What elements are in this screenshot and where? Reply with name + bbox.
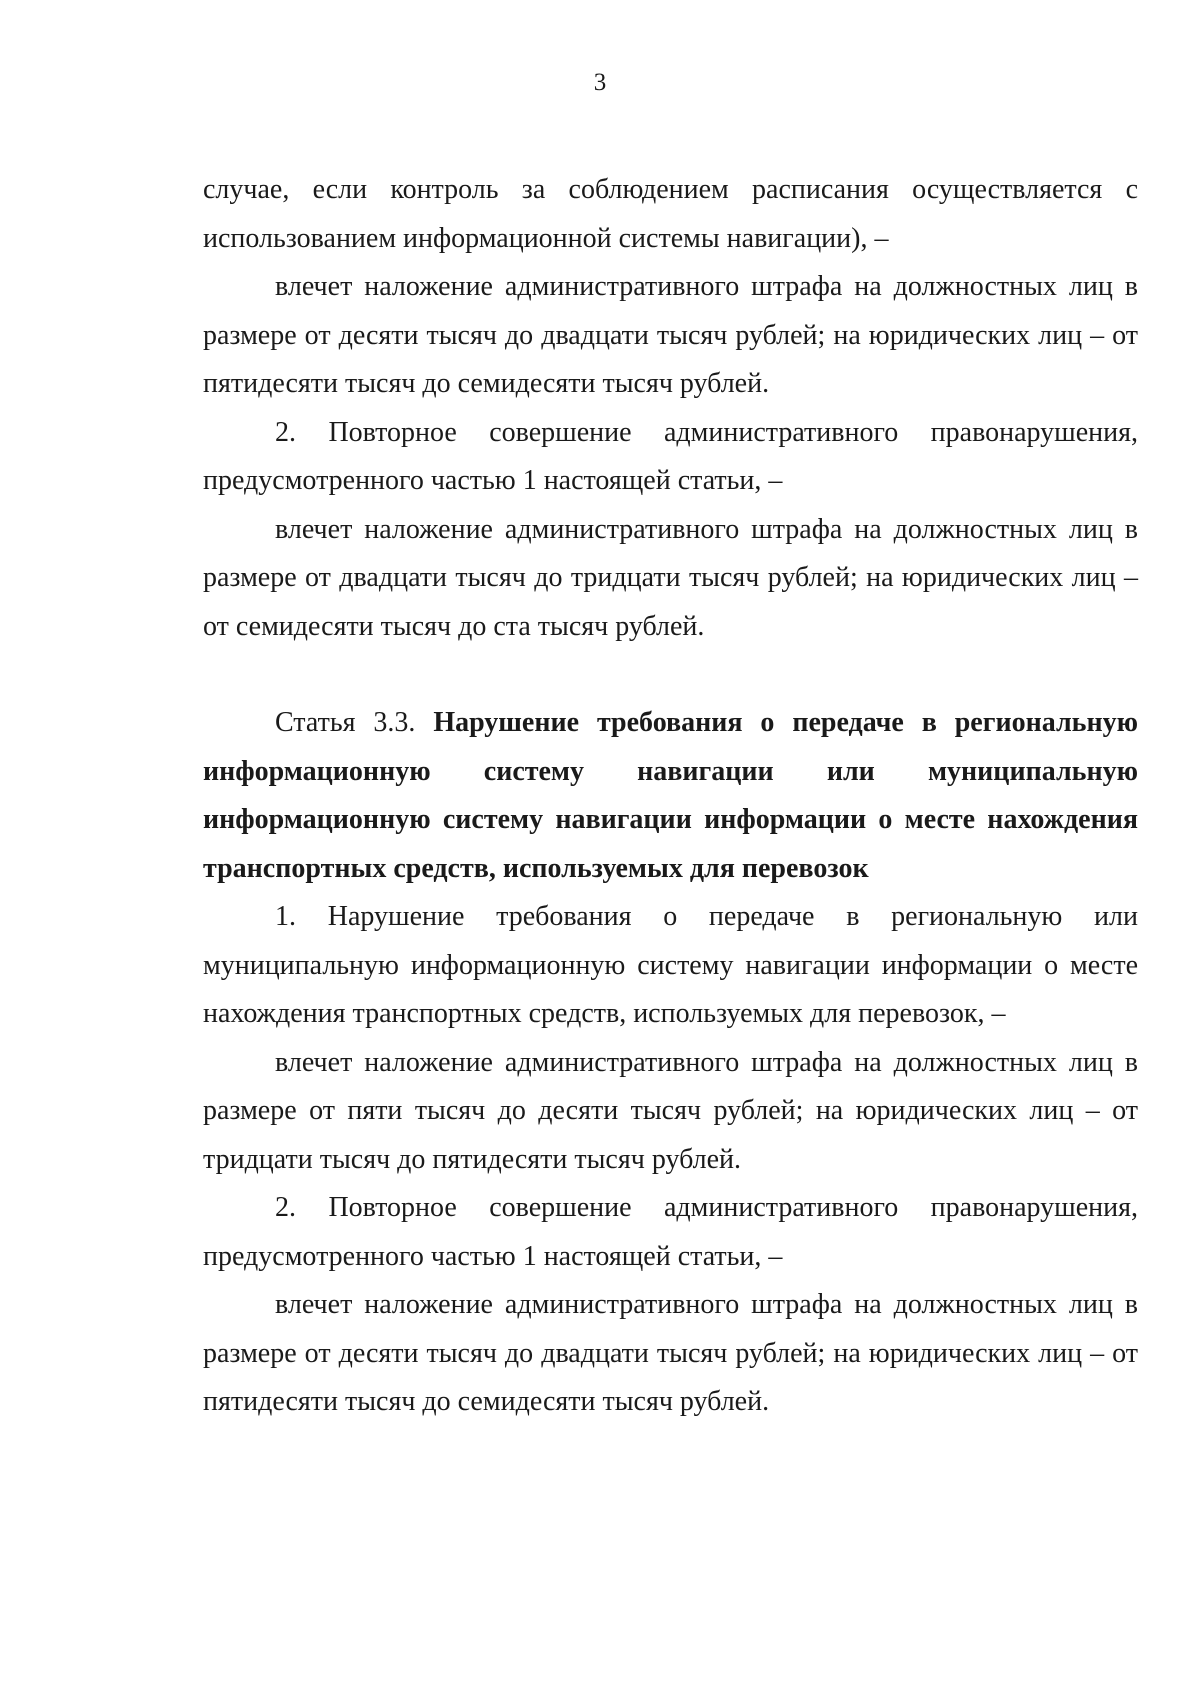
paragraph-penalty-1: влечет наложение административного штрафа на должностных лиц в размере от десяти тысяч до двадцати тысяч рублей; на юридических лиц – от пятидесяти тысяч до семидесяти тысяч рублей.: [203, 271, 1138, 399]
article-paragraph-violation: 1. Нарушение требования о передаче в региональную или муниципальную информационную систему навигации информации о месте нахождения транспортных средств, используемых для перевозок, –: [203, 901, 1138, 1029]
article-paragraph-repeat-offense: 2. Повторное совершение административного правонарушения, предусмотренного частью 1 настоящей статьи, –: [203, 1192, 1138, 1272]
article-title: Нарушение требования о передаче в региональную информационную систему навигации или муниципальную информационную систему навигации информации о месте нахождения транспортных средств, используемых для перевозок: [203, 707, 1139, 884]
page-number: 3: [593, 69, 607, 96]
paragraph-repeat-offense: 2. Повторное совершение административного правонарушения, предусмотренного частью 1 настоящей статьи, –: [203, 416, 1138, 496]
paragraph-penalty-2: влечет наложение административного штрафа на должностных лиц в размере от двадцати тысяч до тридцати тысяч рублей; на юридических лиц – от семидесяти тысяч до ста тысяч рублей.: [203, 513, 1138, 642]
article-paragraph-penalty-2: влечет наложение административного штрафа на должностных лиц в размере от десяти тысяч до двадцати тысяч рублей; на юридических лиц – от пятидесяти тысяч до семидесяти тысяч рублей.: [203, 1289, 1138, 1417]
paragraph-continuation: случае, если контроль за соблюдением расписания осуществляется с использованием информационной системы навигации), –: [203, 174, 1138, 254]
article-number: Статья 3.3.: [275, 707, 416, 738]
document-body: [203, 166, 1138, 1427]
article-heading: [203, 699, 1138, 893]
article-paragraph-penalty-1: влечет наложение административного штрафа на должностных лиц в размере от пяти тысяч до десяти тысяч рублей; на юридических лиц – от тридцати тысяч до пятидесяти тысяч рублей.: [203, 1046, 1138, 1175]
